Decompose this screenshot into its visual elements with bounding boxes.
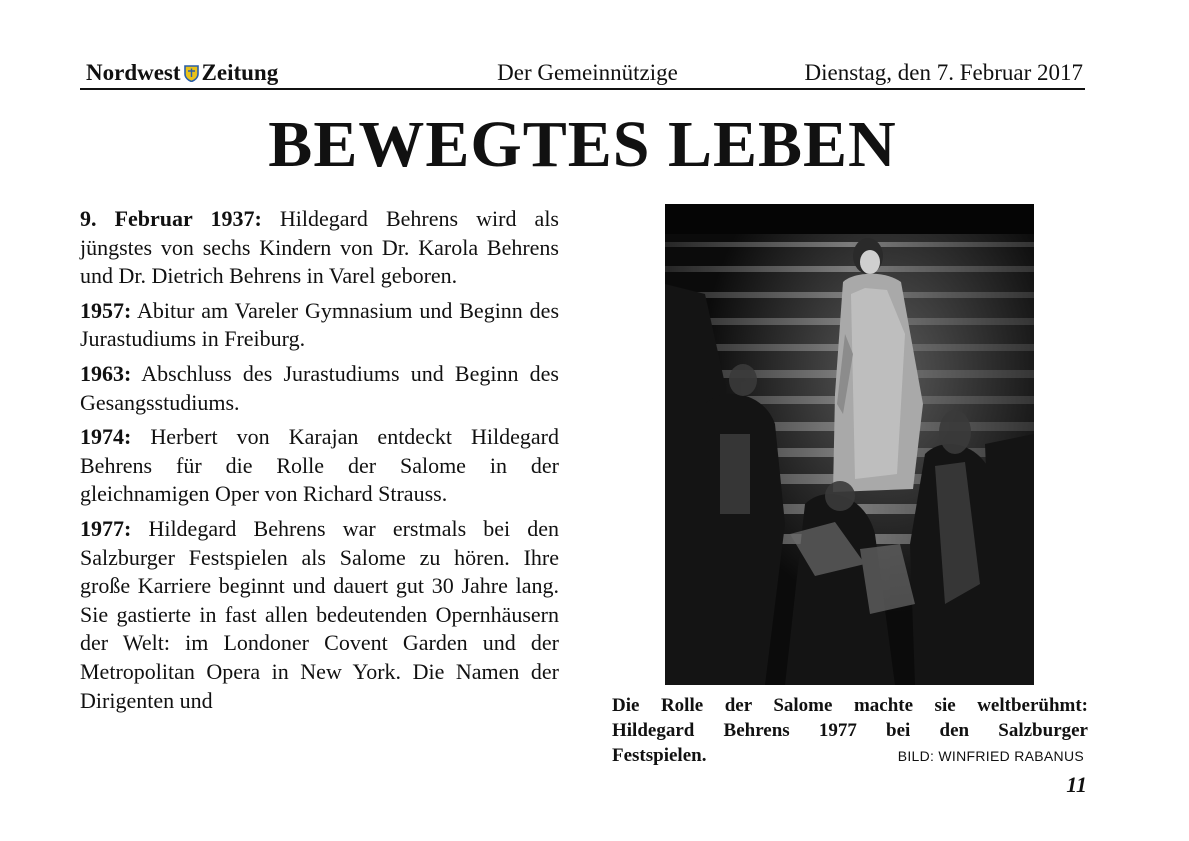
timeline-article — [80, 205, 559, 721]
entry-text: Abschluss des Jurastudiums und Beginn des Gesangsstudiums. — [80, 360, 559, 415]
page-number: 11 — [1066, 772, 1087, 797]
timeline-entry — [80, 423, 559, 509]
stage-photo — [665, 204, 1034, 685]
timeline-entry — [80, 297, 559, 354]
brand-name-left: Nordwest — [86, 60, 181, 85]
entry-text: Abitur am Vareler Gymnasium und Beginn des Jurastudiums in Freiburg. — [80, 297, 559, 352]
timeline-entry — [80, 515, 559, 715]
caption-line: Die Rolle der Salome machte sie weltberühmt: — [612, 695, 1088, 716]
caption-line: Hildegard Behrens 1977 bei den Salzburger — [612, 720, 1088, 741]
entry-date: 1977: — [80, 515, 132, 541]
page-header — [80, 58, 1085, 90]
entry-text: Herbert von Karajan entdeckt Hildegard Behrens für die Rolle der Salome in der gleichnamigen Oper von Richard Strauss. — [80, 424, 559, 507]
entry-date: 9. Februar 1937: — [80, 206, 262, 231]
brand-name-right: Zeitung — [201, 60, 279, 85]
timeline-entry — [80, 360, 559, 417]
photo-caption — [612, 693, 1088, 769]
entry-text: Hildegard Behrens wird als jüngstes von sechs Kindern von Dr. Karola Behrens und Dr. Dietrich Behrens in Varel geboren. — [80, 206, 559, 289]
entry-date: 1963: — [80, 360, 132, 386]
paper-title: Der Gemeinnützige — [497, 60, 678, 85]
photo-credit: BILD: WINFRIED RABANUS — [897, 748, 1084, 764]
entry-date: 1974: — [80, 424, 132, 450]
entry-text: Hildegard Behrens war erstmals bei den Salzburger Festspielen als Salome zu hören. Ihre große Karriere beginnt und dauert gut 30 Jahre lang. Sie gastierte in fast allen bedeutenden Opernhäusern der Welt: im Londoner Covent Garden und der Metropolitan Opera in New York. Die Namen der Dirigenten und — [80, 515, 559, 713]
entry-date: 1957: — [80, 297, 132, 323]
issue-date: Dienstag, den 7. Februar 2017 — [804, 60, 1083, 85]
caption-last-line — [612, 743, 1088, 769]
headline: BEWEGTES LEBEN — [268, 108, 897, 181]
caption-line: Festspielen. — [612, 745, 707, 766]
timeline-entry — [80, 205, 559, 291]
